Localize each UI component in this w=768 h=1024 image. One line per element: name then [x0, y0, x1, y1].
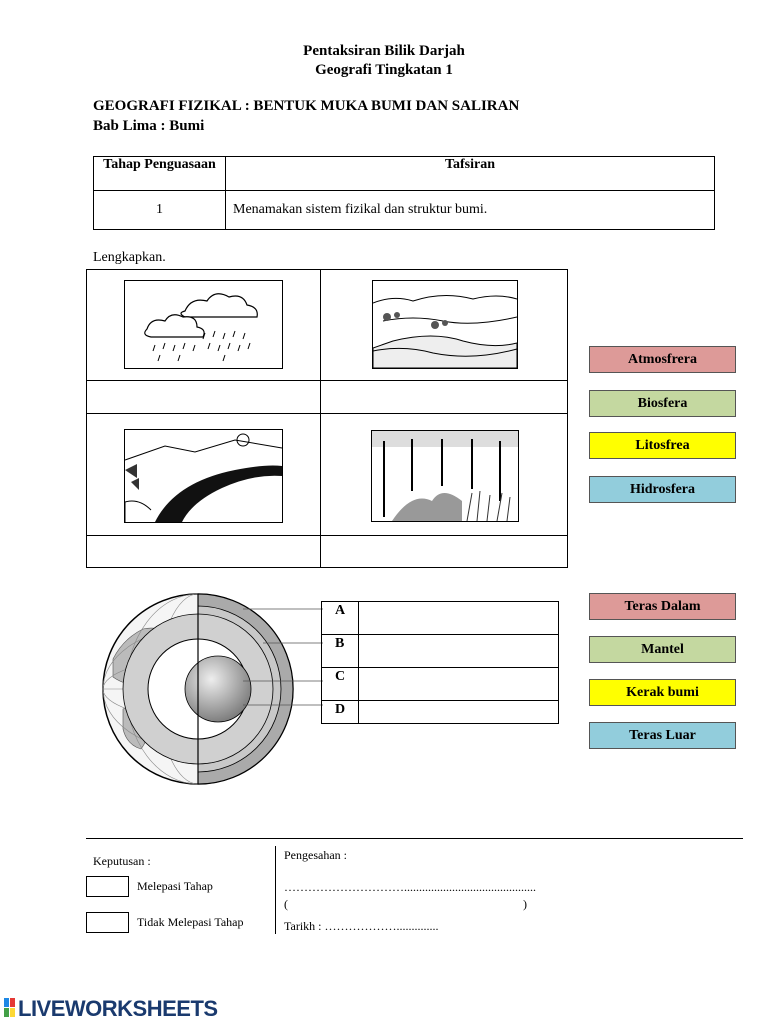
- option-kerak-bumi[interactable]: Kerak bumi: [589, 679, 736, 706]
- chapter-title: Bab Lima : Bumi: [93, 118, 205, 134]
- layer-row-b[interactable]: [322, 635, 558, 668]
- answer-zone-2[interactable]: [321, 381, 567, 413]
- rain-cloud-image: [124, 280, 283, 369]
- paren-close: ): [523, 897, 527, 911]
- logo-suffix: WORKSHEETS: [64, 996, 218, 1021]
- answer-zone-1[interactable]: [87, 381, 320, 413]
- doc-title: Pentaksiran Bilik Darjah: [303, 43, 465, 59]
- level-cell: 1: [94, 191, 226, 230]
- fail-label: Tidak Melepasi Tahap: [137, 915, 244, 929]
- river-landscape-image: [372, 280, 518, 369]
- instruction: Lengkapkan.: [93, 250, 166, 265]
- option-hidrosfera[interactable]: Hidrosfera: [589, 476, 736, 503]
- option-biosfera[interactable]: Biosfera: [589, 390, 736, 417]
- option-atmosfrera[interactable]: Atmosfrera: [589, 346, 736, 373]
- section-title: GEOGRAFI FIZIKAL : BENTUK MUKA BUMI DAN SALIRAN: [93, 98, 520, 114]
- footer-vertical-divider: [275, 846, 276, 934]
- header-level: Tahap Penguasaan: [94, 157, 226, 191]
- date-line: Tarikh : ………………..............: [284, 919, 439, 933]
- layer-row-d[interactable]: [322, 701, 558, 723]
- mastery-table: [93, 156, 715, 230]
- option-teras-dalam[interactable]: Teras Dalam: [589, 593, 736, 620]
- signature-line: …………………………............................................: [284, 880, 536, 894]
- option-teras-luar[interactable]: Teras Luar: [589, 722, 736, 749]
- option-litosfrea[interactable]: Litosfrea: [589, 432, 736, 459]
- logo-icon: [4, 998, 16, 1018]
- layer-letter-b: B: [322, 635, 359, 667]
- forest-image: [371, 430, 519, 522]
- answer-zone-3[interactable]: [87, 536, 320, 567]
- liveworksheets-logo: [4, 996, 218, 1022]
- option-mantel[interactable]: Mantel: [589, 636, 736, 663]
- answer-zone-4[interactable]: [321, 536, 567, 567]
- doc-subtitle: Geografi Tingkatan 1: [315, 62, 453, 78]
- paren-open: (: [284, 897, 288, 911]
- footer-divider: [86, 838, 743, 839]
- layer-letter-c: C: [322, 668, 359, 700]
- endorse-label: Pengesahan :: [284, 848, 347, 862]
- header-interpretation: Tafsiran: [226, 157, 715, 191]
- layer-row-a[interactable]: [322, 602, 558, 635]
- road-image: [124, 429, 283, 523]
- logo-prefix: LIVE: [18, 996, 65, 1021]
- pass-checkbox[interactable]: [86, 876, 129, 897]
- earth-cross-section-image: [93, 589, 323, 789]
- fail-checkbox[interactable]: [86, 912, 129, 933]
- decision-label: Keputusan :: [93, 854, 151, 868]
- layer-row-c[interactable]: [322, 668, 558, 701]
- pass-label: Melepasi Tahap: [137, 879, 213, 893]
- layer-letter-a: A: [322, 602, 359, 634]
- layer-answer-table: [321, 601, 559, 724]
- layer-letter-d: D: [322, 701, 359, 723]
- description-cell: Menamakan sistem fizikal dan struktur bumi.: [226, 191, 715, 230]
